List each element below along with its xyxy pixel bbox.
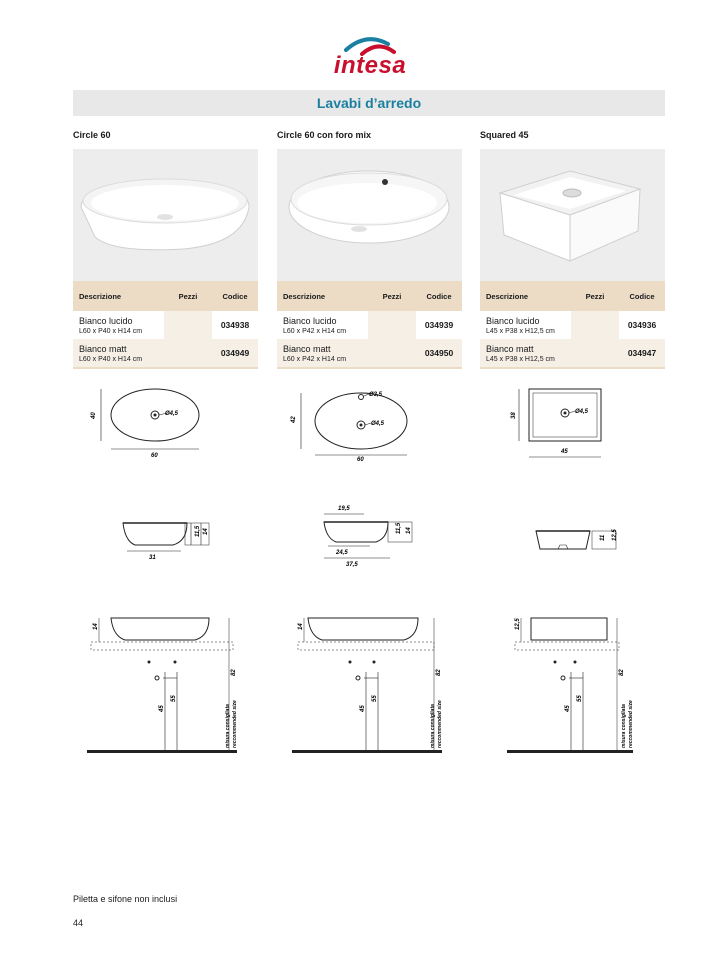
top-height-label: 14	[298, 623, 304, 630]
pezzi-cell[interactable]	[368, 311, 416, 339]
recommended-it-label: misura consigliata	[621, 704, 627, 748]
dims: L45 x P38 x H12,5 cm	[486, 327, 555, 335]
code: 034938	[220, 320, 250, 330]
product-squared-45	[480, 130, 665, 369]
finish: Bianco lucido	[486, 315, 540, 326]
product-title: Circle 60	[73, 130, 111, 140]
table-row	[277, 339, 462, 367]
height-inner-label: 11	[600, 534, 606, 541]
hole-label: Ø4,5	[371, 421, 385, 427]
tap-hole-label: Ø3,5	[369, 392, 383, 398]
section-drawing-circle-60	[115, 505, 225, 565]
base-label: 24,5	[336, 550, 348, 556]
code: 034947	[619, 339, 665, 367]
drain-height-label: 45	[159, 705, 165, 712]
height-inner-label: 11,5	[195, 525, 201, 537]
product-photo	[73, 149, 258, 281]
total-height-label: 82	[231, 669, 237, 676]
trap-height-label: 55	[577, 695, 583, 702]
footnote: Piletta e sifone non inclusi	[73, 894, 178, 904]
total-height-label: 82	[619, 669, 625, 676]
brand-logo	[330, 36, 410, 82]
finish: Bianco lucido	[79, 315, 133, 326]
trap-height-label: 55	[372, 695, 378, 702]
product-title: Squared 45	[480, 130, 529, 140]
install-drawing-circle-60	[85, 612, 245, 757]
col-descrizione: Descrizione	[73, 281, 164, 311]
finish: Bianco matt	[486, 343, 534, 354]
dims: L60 x P40 x H14 cm	[79, 327, 143, 335]
table-row	[277, 311, 462, 339]
width-label: 45	[561, 449, 568, 455]
section-drawing-circle-60-foro	[318, 500, 428, 575]
plan-drawing-circle-60-foro	[285, 385, 420, 465]
col-descrizione: Descrizione	[277, 281, 368, 311]
top-height-label: 14	[93, 623, 99, 630]
product-photo	[480, 149, 665, 281]
product-circle-60	[73, 130, 258, 369]
depth-label: 40	[91, 412, 97, 419]
plan-drawing-circle-60	[85, 385, 220, 465]
brand-name: intesa	[333, 52, 407, 79]
col-pezzi: Pezzi	[164, 281, 212, 311]
table-row	[480, 339, 665, 367]
product-title: Circle 60 con foro mix	[277, 130, 372, 140]
recommended-en-label: reccommended size	[628, 700, 634, 748]
drain-height-label: 45	[565, 705, 571, 712]
hole-label: Ø4,5	[165, 411, 179, 417]
code: 034950	[416, 339, 462, 367]
code: 034949	[212, 339, 258, 367]
total-height-label: 82	[436, 669, 442, 676]
table-row	[73, 339, 258, 367]
code: 034936	[627, 320, 657, 330]
pezzi-cell[interactable]	[571, 311, 619, 339]
section-drawing-squared-45	[530, 515, 630, 560]
pezzi-cell[interactable]	[164, 339, 212, 367]
base-label: 31	[149, 555, 156, 561]
recommended-en-label: reccommended size	[232, 700, 238, 748]
top-width-label: 19,5	[338, 506, 350, 512]
recommended-it-label: misura consigliata	[430, 704, 436, 748]
install-drawing-circle-60-foro	[290, 612, 450, 757]
width-label: 60	[151, 453, 158, 459]
recommended-en-label: reccommended size	[437, 700, 443, 748]
finish: Bianco matt	[79, 343, 127, 354]
width-label: 60	[357, 457, 364, 463]
table-row	[480, 311, 665, 339]
height-outer-label: 14	[406, 527, 412, 534]
col-codice: Codice	[416, 281, 462, 311]
overall-label: 37,5	[346, 562, 358, 568]
page-number: 44	[73, 918, 84, 928]
page-title: Lavabi d’arredo	[73, 90, 665, 116]
dims: L60 x P42 x H14 cm	[283, 355, 347, 363]
height-outer-label: 14	[203, 528, 209, 535]
product-table	[480, 281, 665, 367]
code: 034939	[424, 320, 454, 330]
product-table	[73, 281, 258, 367]
finish: Bianco matt	[283, 343, 331, 354]
product-circle-60-foro-mix	[277, 130, 462, 369]
col-pezzi: Pezzi	[368, 281, 416, 311]
pezzi-cell[interactable]	[571, 339, 619, 367]
pezzi-cell[interactable]	[368, 339, 416, 367]
height-outer-label: 12,5	[612, 529, 618, 541]
hole-label: Ø4,5	[575, 409, 589, 415]
table-row	[73, 311, 258, 339]
depth-label: 38	[511, 412, 517, 419]
pezzi-cell[interactable]	[164, 311, 212, 339]
install-drawing-squared-45	[505, 612, 660, 757]
product-photo	[277, 149, 462, 281]
finish: Bianco lucido	[283, 315, 337, 326]
col-codice: Codice	[212, 281, 258, 311]
depth-label: 42	[291, 416, 297, 423]
dims: L45 x P38 x H12,5 cm	[486, 355, 555, 363]
col-pezzi: Pezzi	[571, 281, 619, 311]
dims: L60 x P42 x H14 cm	[283, 327, 347, 335]
trap-height-label: 55	[171, 695, 177, 702]
plan-drawing-squared-45	[505, 385, 615, 465]
col-codice: Codice	[619, 281, 665, 311]
recommended-it-label: misura consigliata	[225, 704, 231, 748]
product-table	[277, 281, 462, 367]
drain-height-label: 45	[360, 705, 366, 712]
top-height-label: 12,5	[515, 618, 521, 630]
height-inner-label: 11,5	[396, 522, 402, 534]
col-descrizione: Descrizione	[480, 281, 571, 311]
dims: L60 x P40 x H14 cm	[79, 355, 143, 363]
